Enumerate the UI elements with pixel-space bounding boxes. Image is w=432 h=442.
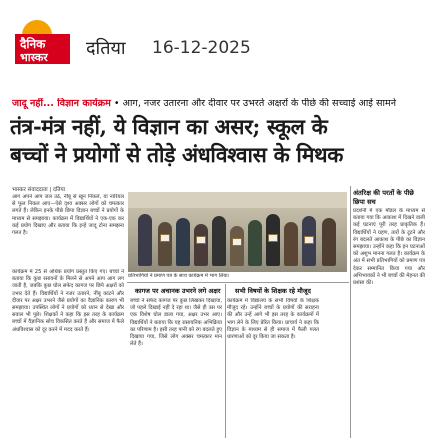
photo-person bbox=[138, 214, 152, 266]
edition-name: दतिया bbox=[86, 38, 126, 59]
divider bbox=[225, 284, 226, 438]
photo-person bbox=[230, 226, 244, 266]
story-column-3: कार्यक्रम में विद्यालय के सभी विषयों के शिक्षक मौजूद रहे। उन्होंने बच्चों के प्रयोगों की सराहना की और उन्हें आगे भी इस तरह के कार्यक्रमों में भाग लेने के लिए प्रेरित किया। प्राचार्य ने कहा कि विज्ञान के माध्यम से ही समाज में फैली गलत धारणाओं को दूर किया जा सकता है। bbox=[227, 298, 319, 341]
certificate bbox=[268, 234, 278, 242]
story-column-2: बच्चों ने सफेद कागज पर कुछ लिखकर दिखाया, जो पहले दिखाई नहीं दे रहा था। जैसे ही उस पर एक विशेष घोल डाला गया, अक्षर उभर आए। विद्यार्थियों ने बताया कि यह रासायनिक अभिक्रिया का परिणाम है। इसी तरह पानी को रंग बदलते हुए दिखाया गया, जिसे लोग अक्सर चमत्कार मान लेते हैं। bbox=[130, 298, 222, 348]
photo-caption: प्रतिभागियों ने प्रमाण पत्र के साथ कार्यक्रम में भाग लिया। bbox=[128, 273, 230, 279]
photo-person bbox=[176, 218, 190, 266]
subhead-sidebar: अंतरिक्ष की परतों के पीछे छिपा सच bbox=[353, 189, 414, 206]
certificate bbox=[196, 236, 206, 244]
divider bbox=[127, 282, 349, 283]
certificate bbox=[160, 234, 170, 242]
photo-person bbox=[212, 216, 226, 266]
masthead bbox=[0, 0, 432, 84]
subhead-teachers: सभी विषयों के शिक्षक रहे मौजूद bbox=[235, 287, 311, 295]
kicker-highlight: जादू नहीं... विज्ञान कार्यक्रम bbox=[12, 98, 111, 109]
photo-banner bbox=[128, 192, 347, 208]
story-column-4: प्रदर्शनी में एक मॉडल के माध्यम से बताया गया कि आकाश में दिखने वाली कई घटनाएं पूरी तरह प्राकृतिक हैं। विद्यार्थियों ने ग्रहण, तारों के टूटने और रंग बदलते आकाश के पीछे का विज्ञान समझाया। उन्होंने कहा कि इन घटनाओं को अशुभ मानना गलत है। कार्यक्रम के अंत में सभी प्रतिभागियों को प्रमाण पत्र देकर सम्मानित किया गया और अभिभावकों ने भी बच्चों की मेहनत की प्रशंसा की। bbox=[353, 208, 425, 287]
story-column-1b: कार्यक्रम में 25 से अधिक प्रयोग प्रस्तुत किए गए। बच्चों ने बताया कि कुछ रसायनों के मिलने से अपने आप आग लग जाती है, जबकि कुछ घोल सफेद कागज पर छिपे अक्षरों को उभार देते हैं। विद्यार्थियों ने नजर उतारने, नींबू काटने और दीवार पर अक्षर उभरने जैसे प्रयोगों का वैज्ञानिक कारण भी समझाया। उपस्थित लोगों ने प्रयोगों को ध्यान से देखा और सवाल भी पूछे। शिक्षकों ने कहा कि इस तरह के कार्यक्रम बच्चों में वैज्ञानिक सोच विकसित करते हैं और समाज में फैले अंधविश्वास को दूर करने में मदद करते हैं। bbox=[12, 269, 124, 333]
subhead-paper-letters: कागज पर अचानक उभरने लगे अक्षर bbox=[135, 287, 221, 295]
photo-person bbox=[284, 222, 298, 266]
photo-person bbox=[248, 220, 262, 266]
kicker bbox=[12, 98, 422, 110]
headline bbox=[10, 113, 426, 169]
certificate bbox=[304, 236, 314, 244]
event-photo bbox=[128, 192, 347, 272]
logo-text-line2: भास्कर bbox=[20, 51, 48, 64]
kicker-text: • आग, नजर उतारना और दीवार पर उभरते अक्षरों के पीछे की सच्चाई आई सामने bbox=[110, 98, 397, 109]
photo-person bbox=[194, 224, 208, 266]
headline-line-2: बच्चों ने प्रयोगों से तोड़े अंधविश्वास के मिथक bbox=[10, 142, 344, 167]
photo-person bbox=[322, 218, 336, 266]
story-column-1a: आग अपने आप जल उठे, नींबू से खून निकले, या नारियल से फूल निकल आए—ऐसे दृश्य अक्सर लोगों को चमत्कार लगते हैं। लेकिन इनके पीछे छिपा विज्ञान बच्चों ने प्रयोगों के माध्यम से समझाया। कार्यक्रम में विद्यार्थियों ने एक-एक कर कई प्रयोग दिखाए और बताया कि इन्हें जादू टोना समझना गलत है। bbox=[12, 194, 124, 237]
headline-line-1: तंत्र-मंत्र नहीं, ये विज्ञान का असर; स्कूल के bbox=[10, 114, 328, 139]
logo-text-line1: दैनिक bbox=[20, 37, 46, 51]
divider bbox=[350, 186, 351, 438]
edition-date: 16-12-2025 bbox=[152, 38, 251, 58]
certificate bbox=[232, 238, 242, 246]
byline: भास्कर संवाददाता | दतिया bbox=[12, 187, 66, 193]
photo-person bbox=[158, 222, 172, 266]
